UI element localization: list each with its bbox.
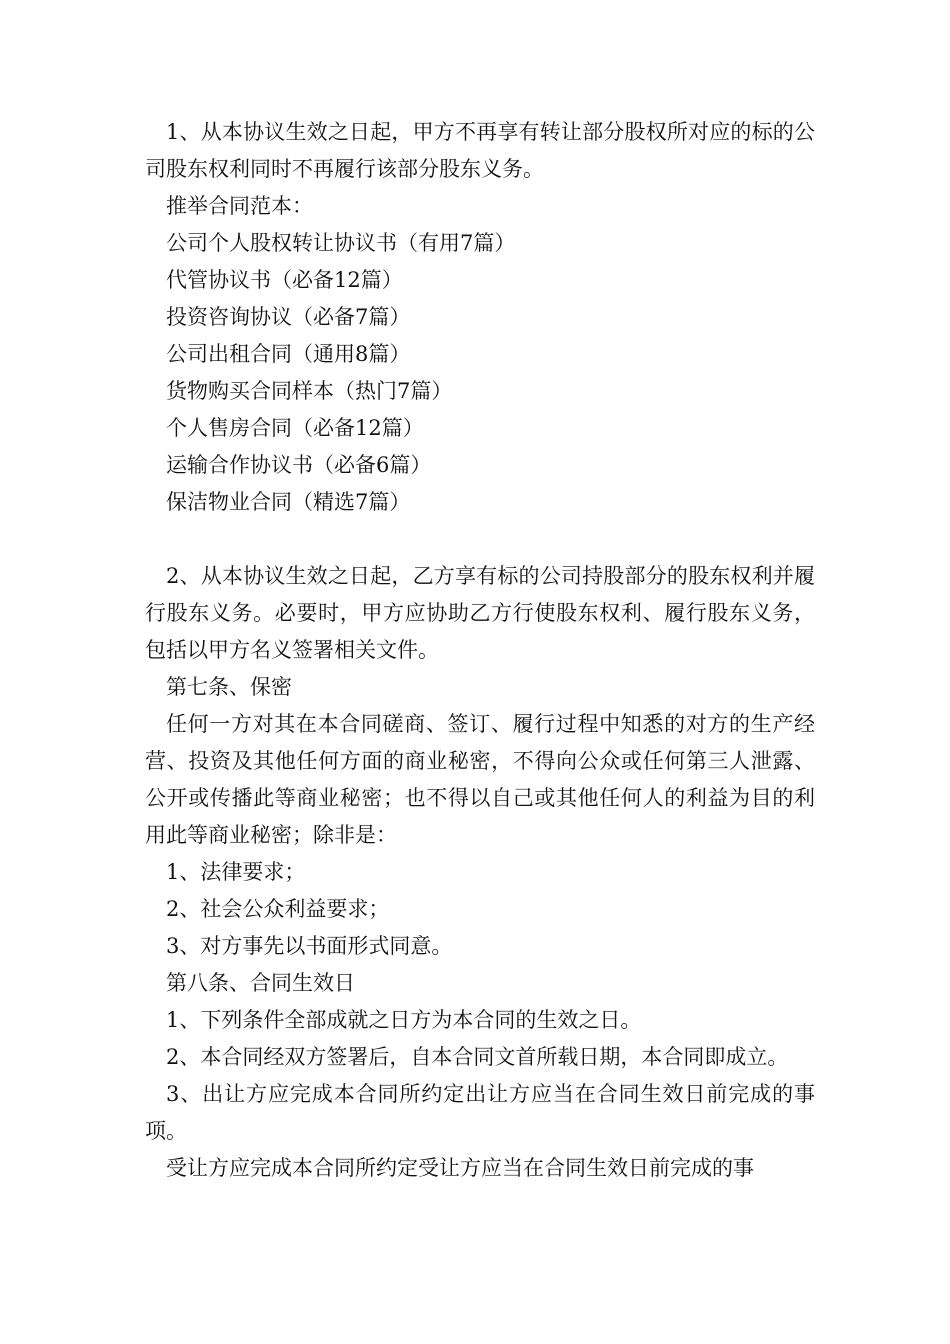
recommend-item[interactable]: 公司个人股权转让协议书（有用7篇）	[166, 231, 516, 255]
blank-line	[145, 521, 815, 558]
article-8-item: 3、出让方应完成本合同所约定出让方应当在合同生效日前完成的事项。	[145, 1082, 815, 1143]
recommend-item[interactable]: 货物购买合同样本（热门7篇）	[166, 379, 453, 403]
recommend-item[interactable]: 保洁物业合同（精选7篇）	[166, 490, 411, 514]
recommend-item[interactable]: 投资咨询协议（必备7篇）	[166, 305, 411, 329]
article-7-item: 1、法律要求；	[166, 860, 306, 884]
article-8-item: 1、下列条件全部成就之日方为本合同的生效之日。	[166, 1008, 642, 1032]
recommend-item[interactable]: 公司出租合同（通用8篇）	[166, 342, 411, 366]
document-page	[145, 114, 815, 1187]
article-7-item: 2、社会公众利益要求；	[166, 897, 390, 921]
paragraph-2: 2、从本协议生效之日起，乙方享有标的公司持股部分的股东权利并履行股东义务。必要时，甲方应协助乙方行使股东权利、履行股东义务，包括以甲方名义签署相关文件。	[145, 564, 815, 662]
recommend-heading: 推举合同范本：	[166, 194, 313, 218]
article-7-body: 任何一方对其在本合同磋商、签订、履行过程中知悉的对方的生产经营、投资及其他任何方面的商业秘密，不得向公众或任何第三人泄露、公开或传播此等商业秘密；也不得以自己或其他任何人的利益为目的利用此等商业秘密；除非是：	[145, 712, 815, 847]
article-8-title: 第八条、合同生效日	[166, 971, 355, 995]
article-7-title: 第七条、保密	[166, 675, 292, 699]
article-7-item: 3、对方事先以书面形式同意。	[166, 934, 453, 958]
recommend-item[interactable]: 运输合作协议书（必备6篇）	[166, 453, 432, 477]
article-8-tail: 受让方应完成本合同所约定受让方应当在合同生效日前完成的事	[166, 1156, 754, 1180]
paragraph-1: 1、从本协议生效之日起，甲方不再享有转让部分股权所对应的标的公司股东权利同时不再履行该部分股东义务。	[145, 120, 815, 181]
article-8-item: 2、本合同经双方签署后，自本合同文首所载日期，本合同即成立。	[166, 1045, 789, 1069]
recommend-item[interactable]: 代管协议书（必备12篇）	[166, 268, 403, 292]
recommend-item[interactable]: 个人售房合同（必备12篇）	[166, 416, 424, 440]
